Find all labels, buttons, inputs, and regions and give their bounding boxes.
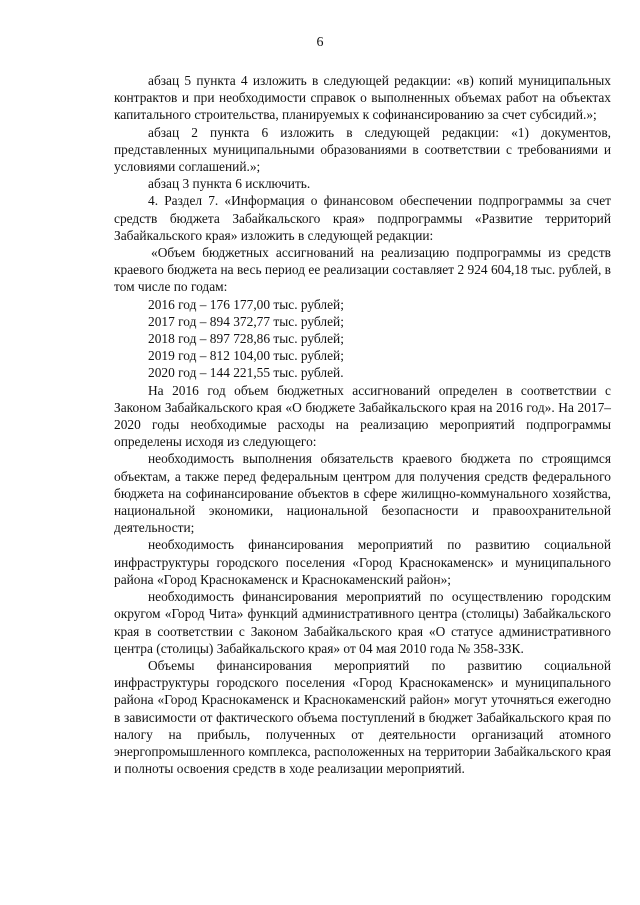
paragraph: необходимость выполнения обязательств краевого бюджета по строящимся объектам, а также перед федеральным центром для получения средств федерального бюджета на софинансирование объектов в сфере жилищно-коммунального хозяйства, национальной экономики, национальной безопасности и правоохранительной деятельности; bbox=[114, 451, 611, 536]
paragraph: необходимость финансирования мероприятий по развитию социальной инфраструктуры городского поселения «Город Краснокаменск» и муниципального района «Город Краснокаменск и Краснокаменский район»; bbox=[114, 537, 611, 587]
paragraph: необходимость финансирования мероприятий по осуществлению городским округом «Город Чита» функций административного центра (столицы) Забайкальского края в соответствии с Законом Забайкальского края «О статусе административного центра (столицы) Забайкальского края» от 04 мая 2010 года № 358-ЗЗК. bbox=[114, 589, 611, 656]
document-body bbox=[114, 72, 611, 777]
paragraph: абзац 2 пункта 6 изложить в следующей редакции: «1) документов, представленных муниципальными образованиями в соответствии с требованиями и условиями соглашений.»; bbox=[114, 124, 611, 175]
year-line: 2018 год – 897 728,86 тыс. рублей; bbox=[148, 331, 344, 347]
year-line: 2019 год – 812 104,00 тыс. рублей; bbox=[148, 348, 344, 364]
paragraph: На 2016 год объем бюджетных ассигнований определен в соответствии с Законом Забайкальского края «О бюджете Забайкальского края на 2016 год». На 2017–2020 годы необходимые расходы на реализацию мероприятий подпрограммы определены исходя из следующего: bbox=[114, 382, 611, 450]
paragraph: Объемы финансирования мероприятий по развитию социальной инфраструктуры городского поселения «Город Краснокаменск» и муниципального района «Город Краснокаменск и Краснокаменский район» могут уточняться ежегодно в зависимости от фактического объема поступлений в бюджет Забайкальского края по налогу на прибыль, полученных от деятельности организаций атомного энергопромышленного комплекса, расположенных на территории Забайкальского края и полноты освоения средств в ходе реализации мероприятий. bbox=[114, 657, 611, 777]
year-line: 2016 год – 176 177,00 тыс. рублей; bbox=[148, 296, 344, 312]
page-number: 6 bbox=[316, 35, 324, 50]
year-line: 2020 год – 144 221,55 тыс. рублей. bbox=[148, 365, 344, 381]
paragraph: абзац 3 пункта 6 исключить. bbox=[148, 176, 311, 192]
paragraph: абзац 5 пункта 4 изложить в следующей редакции: «в) копий муниципальных контрактов и при необходимости справок о выполненных объемах работ на объектах капитального строительства, планируемых к софинансированию за счет субсидий.»; bbox=[114, 73, 611, 123]
paragraph: «Объем бюджетных ассигнований на реализацию подпрограммы из средств краевого бюджета на весь период ее реализации составляет 2 924 604,18 тыс. рублей, в том числе по годам: bbox=[114, 245, 611, 295]
paragraph: 4. Раздел 7. «Информация о финансовом обеспечении подпрограммы за счет средств бюджета Забайкальского края» подпрограммы «Развитие территорий Забайкальского края» изложить в следующей редакции: bbox=[114, 193, 611, 243]
year-line: 2017 год – 894 372,77 тыс. рублей; bbox=[148, 313, 344, 329]
